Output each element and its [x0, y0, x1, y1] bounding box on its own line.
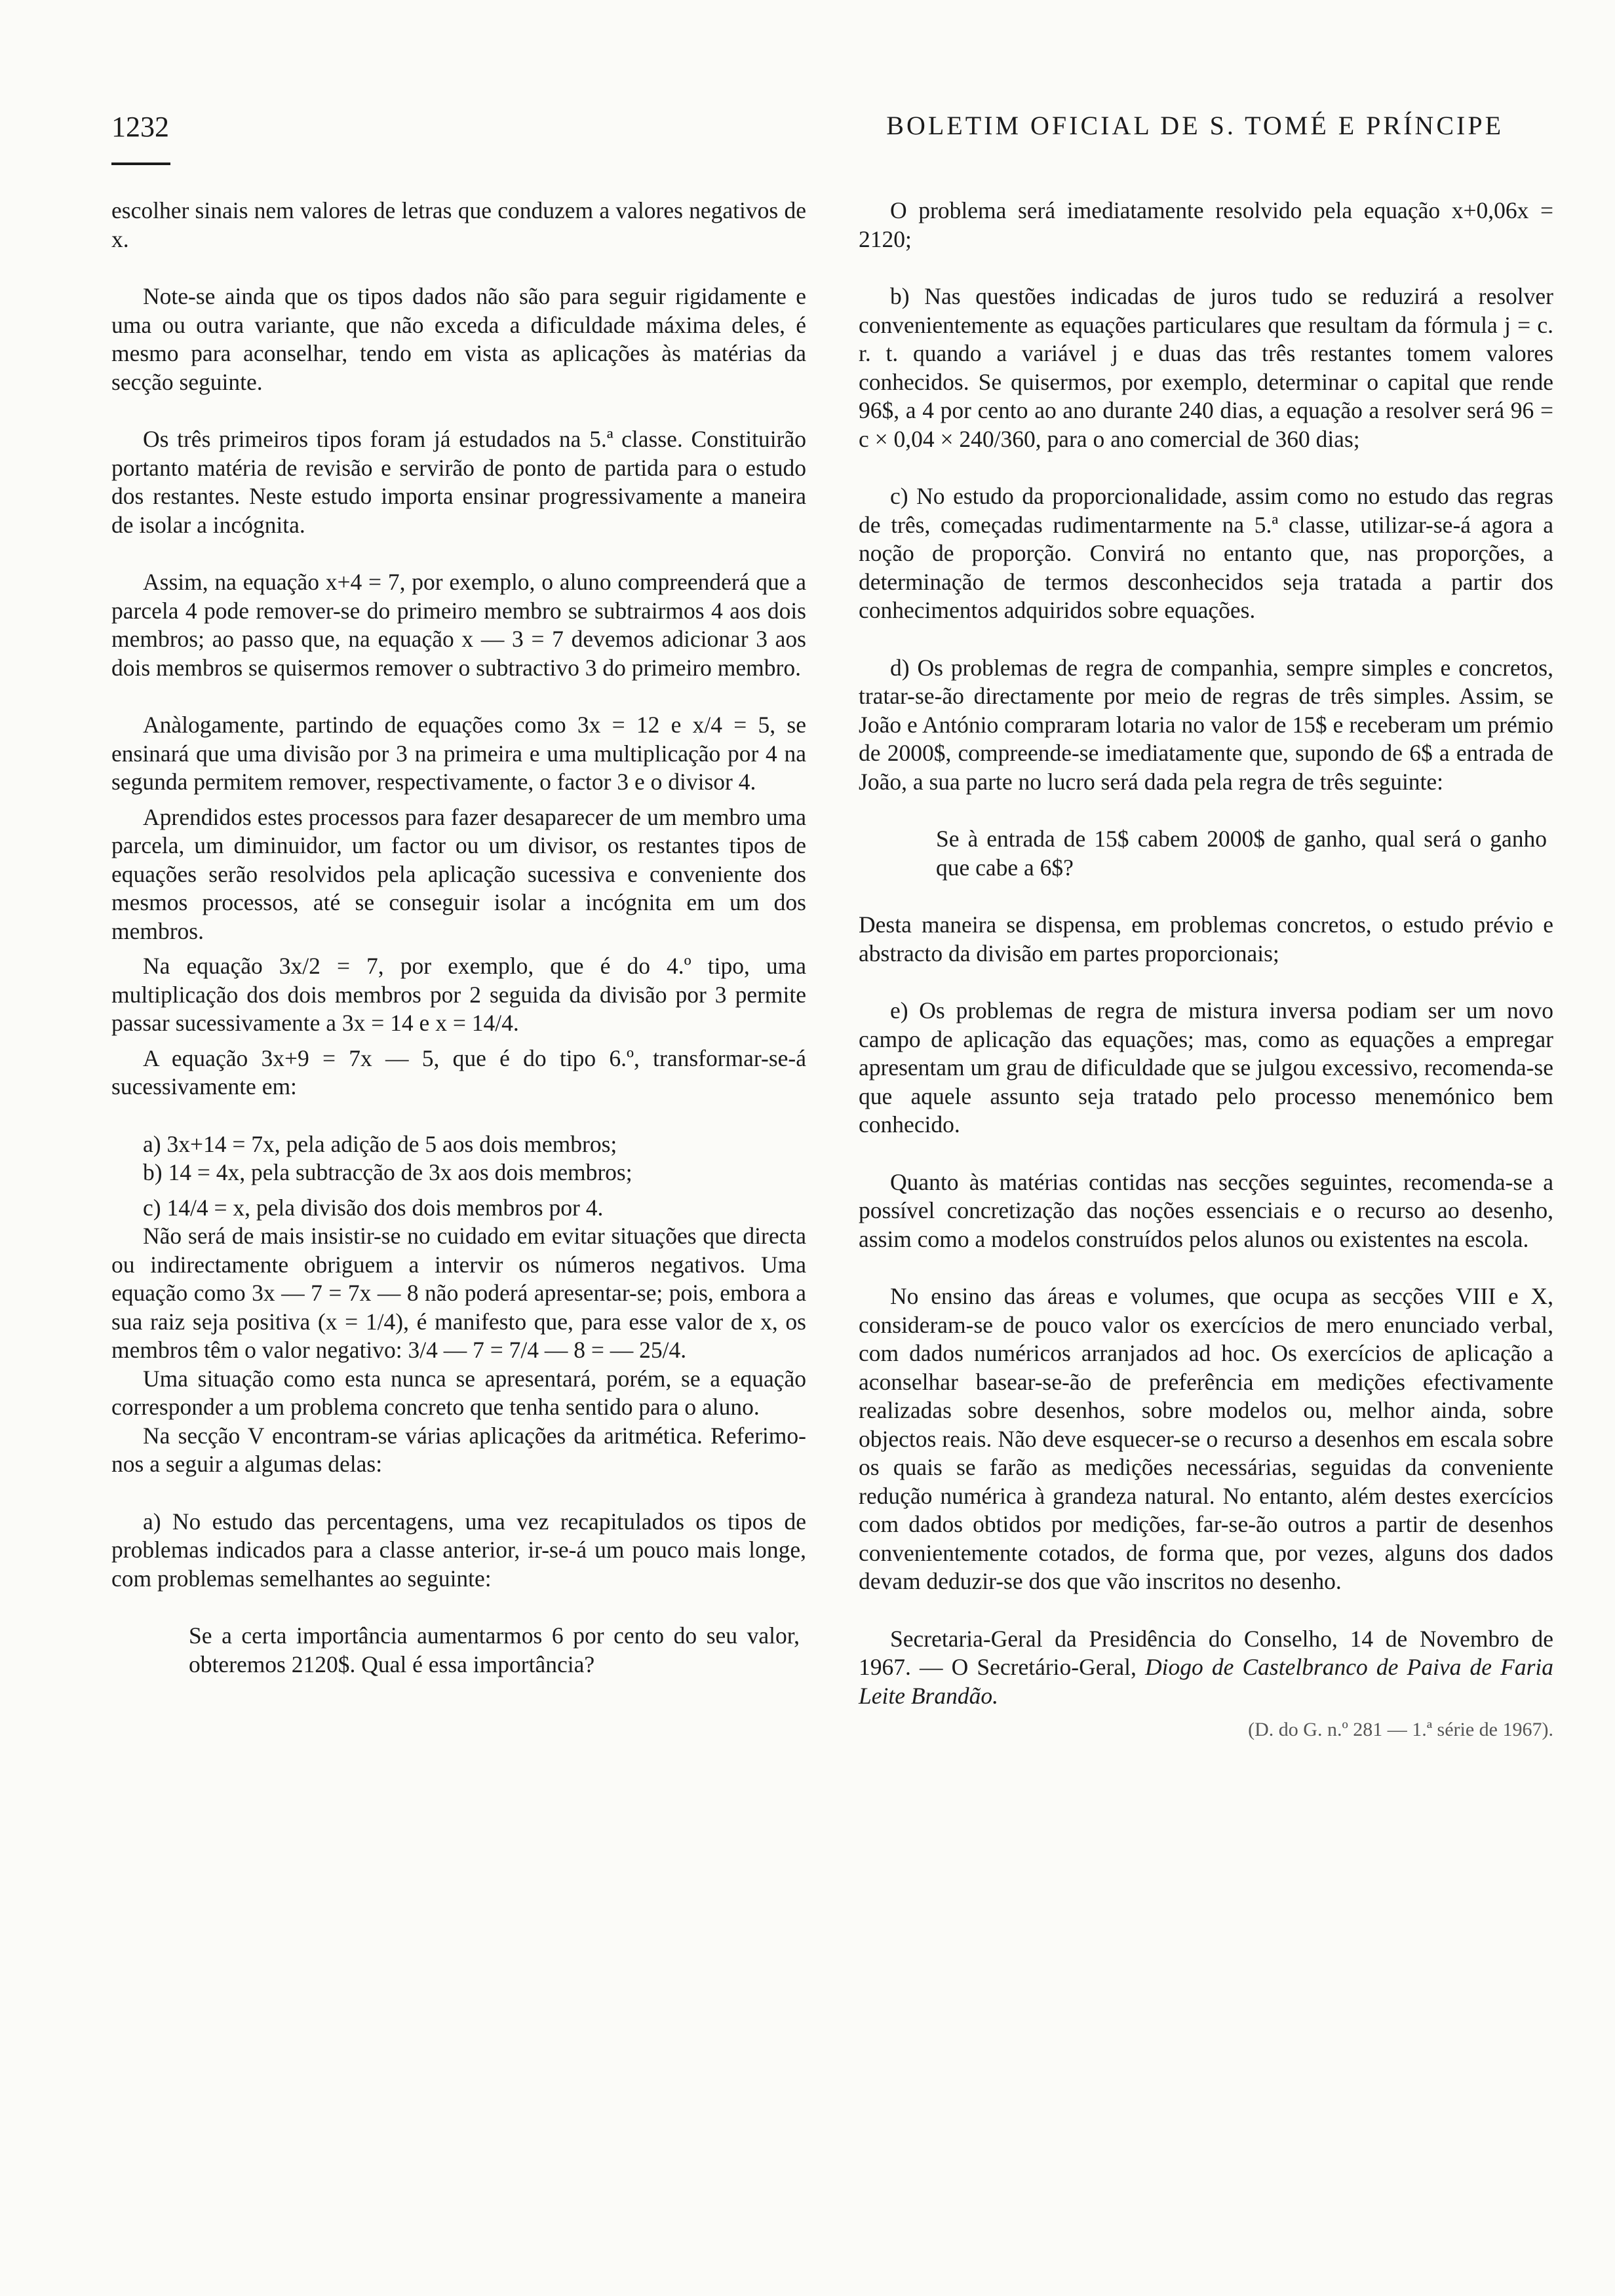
- header-rule: [111, 163, 170, 165]
- list-item: b) 14 = 4x, pela subtracção de 3x aos dois membros;: [143, 1159, 632, 1185]
- paragraph: c) No estudo da proporcionalidade, assim como no estudo das regras de três, começadas rudimentarmente na 5.ª classe, utilizar-se-á agora a noção de proporção. Convirá no entanto que, nas proporções, a determinação de termos desconhecidos seja tratada a partir dos conhecimentos adquiridos sobre equações.: [859, 483, 1553, 623]
- paragraph: A equação 3x+9 = 7x — 5, que é do tipo 6.º, transformar-se-á sucessivamente em:: [111, 1044, 806, 1100]
- paragraph: a) No estudo das percentagens, uma vez recapitulados os tipos de problemas indicados para a classe anterior, ir-se-á um pouco mais longe, com problemas semelhantes ao seguinte:: [111, 1508, 806, 1592]
- paragraph: b) Nas questões indicadas de juros tudo se reduzirá a resolver convenientemente as equações particulares que resultam da fórmula j = c. r. t. quando a variável j e duas das três restantes tomem valores conhecidos. Se quisermos, por exemplo, determinar o capital que rende 96$, a 4 por cento ao ano durante 240 dias, a equação a resolver será 96 = c × 0,04 × 240/360, para o ano comercial de 360 dias;: [859, 283, 1553, 452]
- paragraph: Quanto às matérias contidas nas secções seguintes, recomenda-se a possível concretização das noções essenciais e o recurso ao desenho, assim como a modelos construídos pelos alunos ou existentes na escola.: [859, 1168, 1553, 1252]
- left-column: [111, 197, 806, 1679]
- signature-block: [859, 1625, 1553, 1711]
- example-problem: Se à entrada de 15$ cabem 2000$ de ganho, qual será o ganho que cabe a 6$?: [936, 826, 1547, 881]
- running-title: BOLETIM OFICIAL DE S. TOMÉ E PRÍNCIPE: [886, 111, 1504, 140]
- example-problem: Se a certa importância aumentarmos 6 por cento do seu valor, obteremos 2120$. Qual é essa importância?: [189, 1622, 800, 1677]
- list-item: a) 3x+14 = 7x, pela adição de 5 aos dois membros;: [143, 1130, 617, 1157]
- paragraph: Note-se ainda que os tipos dados não são para seguir rigidamente e uma ou outra variante, que não exceda a dificuldade máxima deles, é mesmo para aconselhar, tendo em vista as aplicações às matérias da secção seguinte.: [111, 283, 806, 395]
- page-number: 1232: [111, 111, 169, 143]
- right-column: [859, 197, 1553, 1744]
- paragraph: e) Os problemas de regra de mistura inversa podiam ser um novo campo de aplicação das equações; mas, como as equações a empregar apresentam um grau de dificuldade que se julgou excessivo, recomenda-se que aquele assunto seja tratado pelo processo menemónico bem conhecido.: [859, 997, 1553, 1138]
- paragraph: d) Os problemas de regra de companhia, sempre simples e concretos, tratar-se-ão directamente por meio de regras de três simples. Assim, se João e António compraram lotaria no valor de 15$ e receberam um prémio de 2000$, compreende-se imediatamente que, supondo de 6$ a entrada de João, a sua parte no lucro será dada pela regra de três seguinte:: [859, 654, 1553, 795]
- paragraph: Anàlogamente, partindo de equações como 3x = 12 e x/4 = 5, se ensinará que uma divisão por 3 na primeira e uma multiplicação por 4 na segunda permitem remover, respectivamente, o factor 3 e o divisor 4.: [111, 712, 806, 795]
- paragraph: escolher sinais nem valores de letras que conduzem a valores negativos de x.: [111, 197, 806, 252]
- paragraph: Desta maneira se dispensa, em problemas concretos, o estudo prévio e abstracto da divisão em partes proporcionais;: [859, 911, 1553, 966]
- page-header: [111, 105, 1504, 151]
- paragraph: Na secção V encontram-se várias aplicações da aritmética. Referimo-nos a seguir a algumas delas:: [111, 1422, 806, 1477]
- paragraph: Aprendidos estes processos para fazer desaparecer de um membro uma parcela, um diminuidor, um factor ou um divisor, os restantes tipos de equações serão resolvidos pela aplicação sucessiva e conveniente dos mesmos processos, até se conseguir isolar a incógnita em um dos membros.: [111, 803, 806, 944]
- paragraph: Assim, na equação x+4 = 7, por exemplo, o aluno compreenderá que a parcela 4 pode remover-se do primeiro membro se subtrairmos 4 aos dois membros; ao passo que, na equação x — 3 = 7 devemos adicionar 3 aos dois membros se quisermos remover o subtractivo 3 do primeiro membro.: [111, 569, 806, 681]
- signature-text: Secretaria-Geral da Presidência do Conselho, 14 de Novembro de 1967. — O Secretário-Geral,: [859, 1625, 1553, 1680]
- footer-note: (D. do G. n.º 281 — 1.ª série de 1967).: [1248, 1719, 1553, 1740]
- paragraph: Não será de mais insistir-se no cuidado em evitar situações que directa ou indirectamente obriguem a intervir os números negativos. Uma equação como 3x — 7 = 7x — 8 não poderá apresentar-se; pois, embora a sua raiz seja positiva (x = 1/4), é manifesto que, para esse valor de x, os membros têm o valor negativo: 3/4 — 7 = 7/4 — 8 = — 25/4.: [111, 1223, 806, 1363]
- paragraph: Na equação 3x/2 = 7, por exemplo, que é do 4.º tipo, uma multiplicação dos dois membros por 2 seguida da divisão por 3 permite passar sucessivamente a 3x = 14 e x = 14/4.: [111, 953, 806, 1036]
- paragraph: Uma situação como esta nunca se apresentará, porém, se a equação corresponder a um problema concreto que tenha sentido para o aluno.: [111, 1365, 806, 1420]
- signatory-name: Diogo de Castelbranco de Paiva de Faria Leite Brandão.: [859, 1654, 1553, 1709]
- paragraph: Os três primeiros tipos foram já estudados na 5.ª classe. Constituirão portanto matéria de revisão e servirão de ponto de partida para o estudo dos restantes. Neste estudo importa ensinar progressivamente a maneira de isolar a incógnita.: [111, 426, 806, 538]
- paragraph: No ensino das áreas e volumes, que ocupa as secções VIII e X, consideram-se de pouco valor os exercícios de mero enunciado verbal, com dados numéricos arranjados ad hoc. Os exercícios de aplicação a aconselhar basear-se-ão de preferência em medições efectivamente realizadas sobre desenhos, sobre modelos ou, melhor ainda, sobre objectos reais. Não deve esquecer-se o recurso a desenhos em escala sobre os quais se farão as medições necessárias, seguidas da conveniente redução numérica à grandeza natural. No entanto, além destes exercícios com dados obtidos por medições, far-se-ão outros a partir de desenhos convenientemente cotados, de forma que, por vezes, alguns dos dados devam deduzir-se dos que vão inscritos no desenho.: [859, 1283, 1553, 1594]
- list-item: c) 14/4 = x, pela divisão dos dois membros por 4.: [143, 1194, 604, 1221]
- paragraph: O problema será imediatamente resolvido pela equação x+0,06x = 2120;: [859, 197, 1553, 252]
